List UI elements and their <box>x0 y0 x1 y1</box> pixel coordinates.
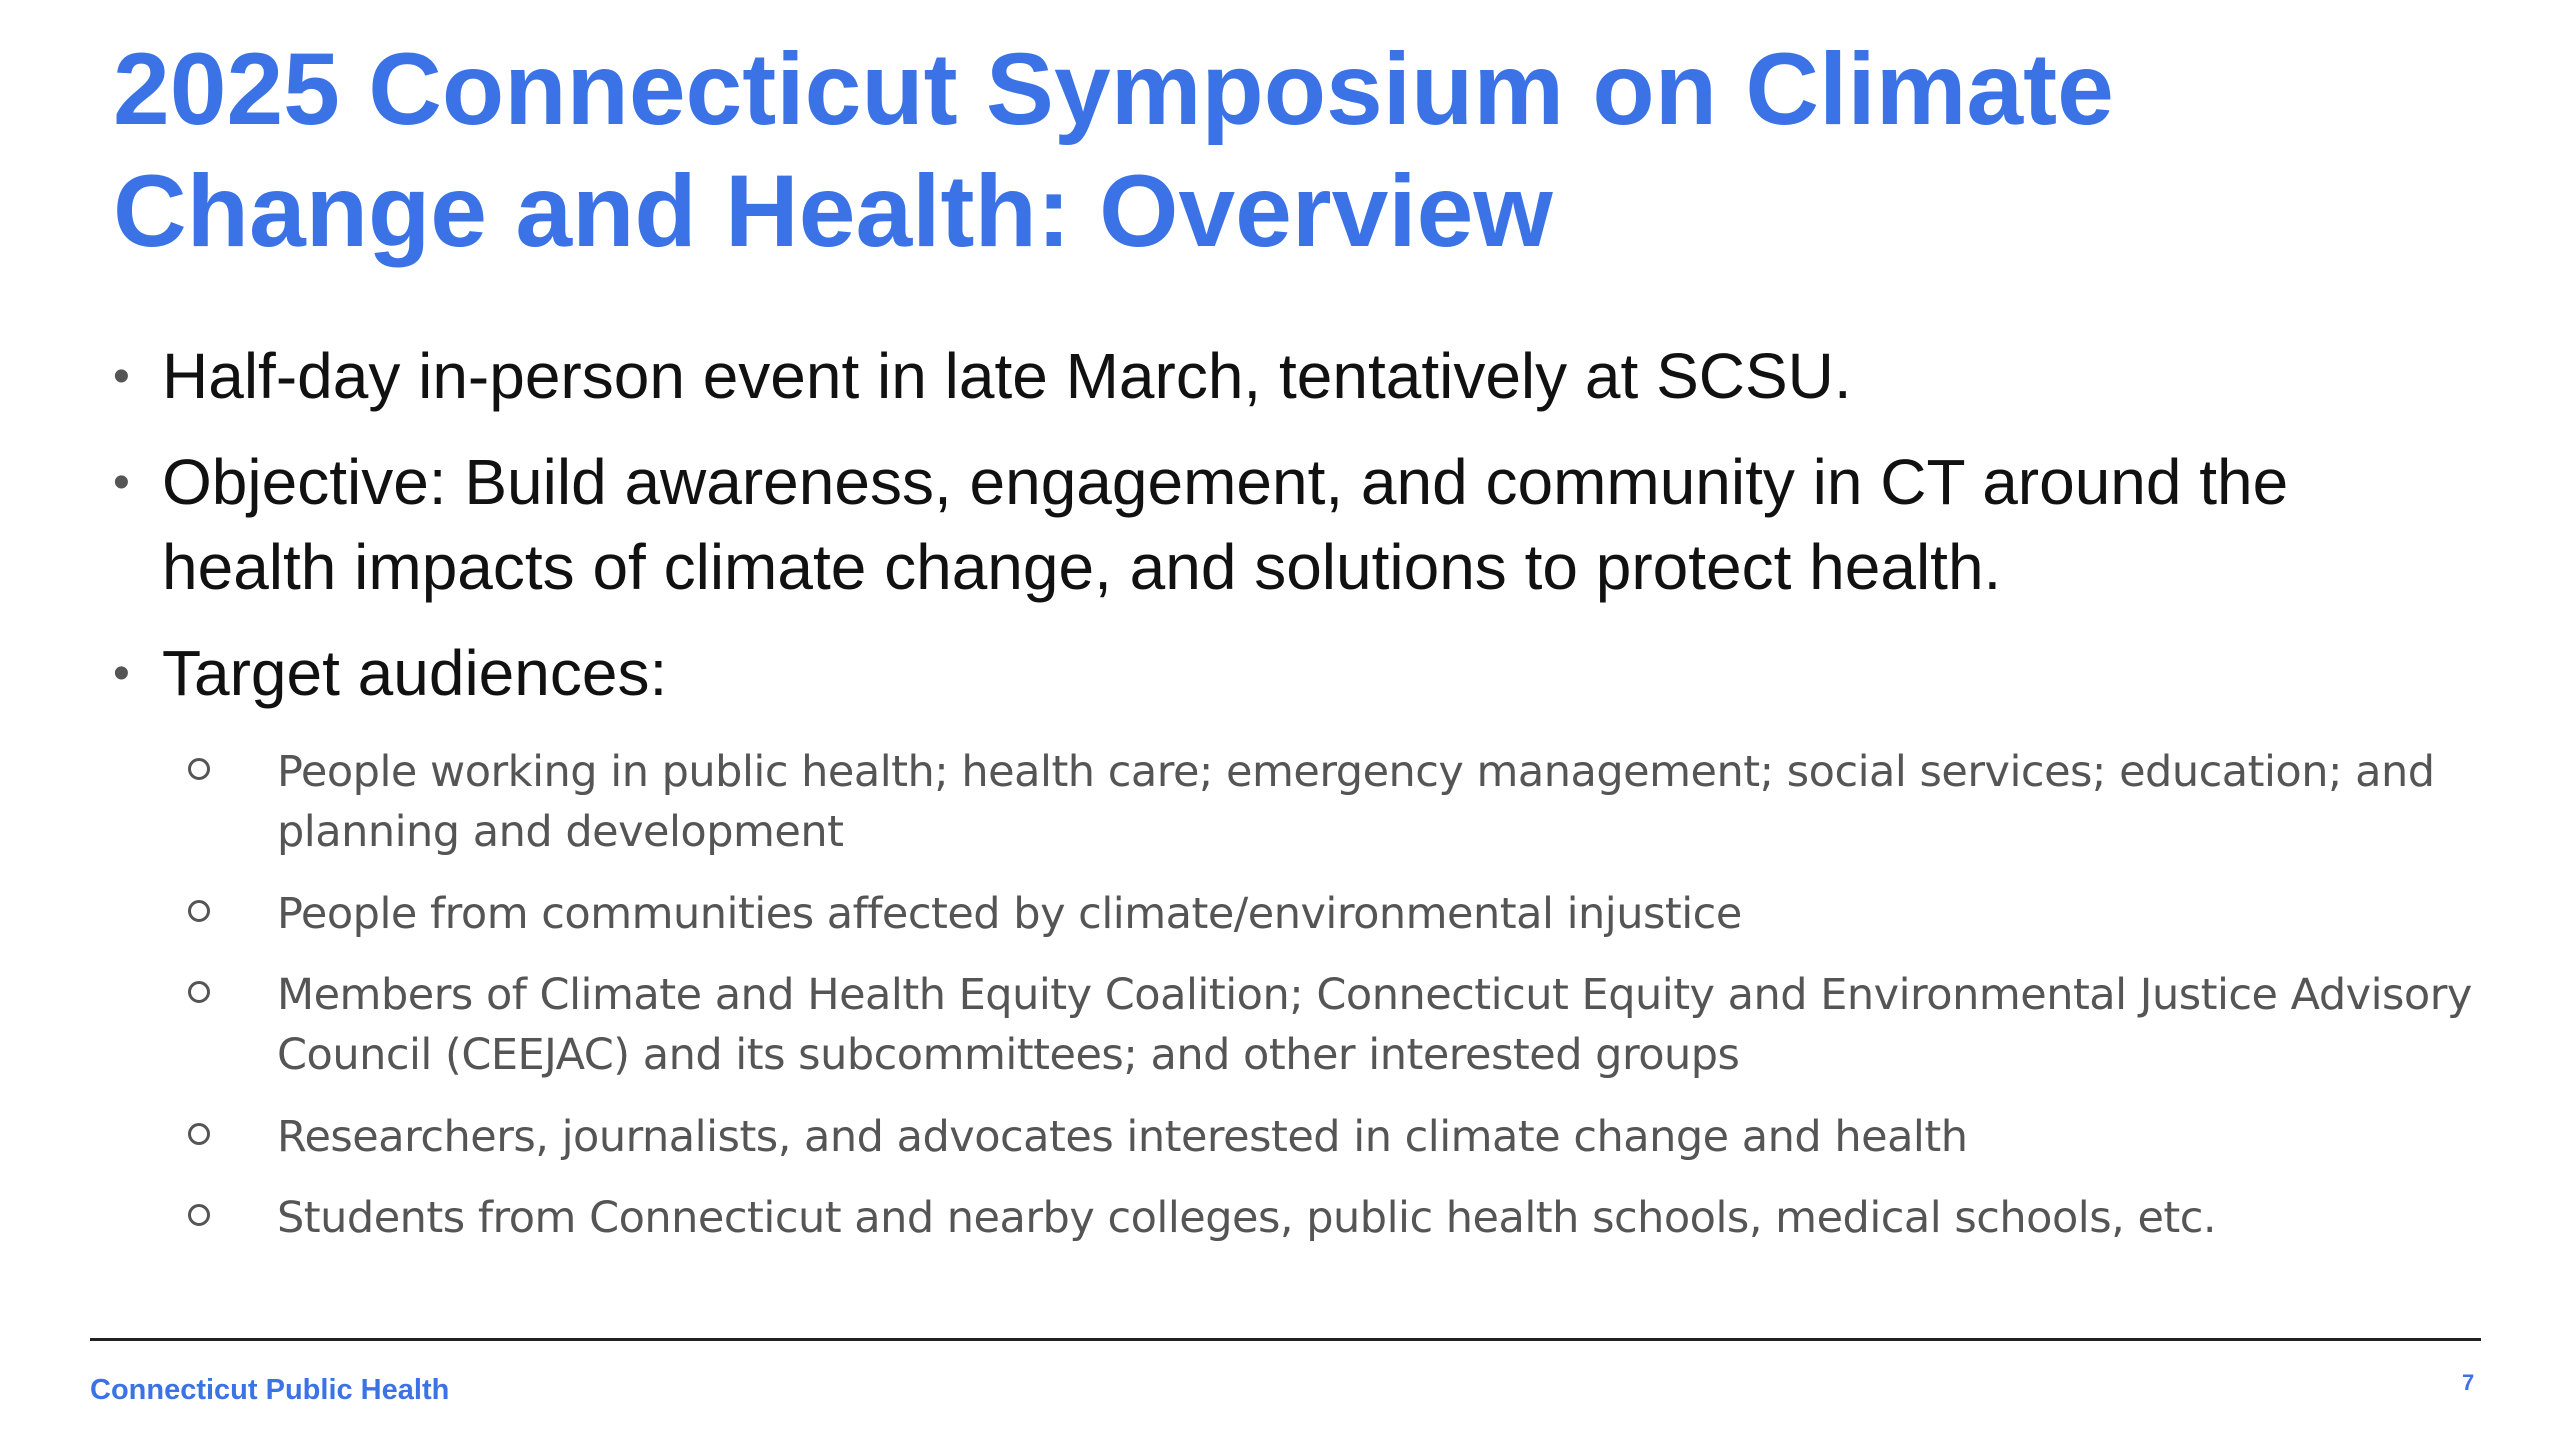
sub-bullet-line: planning and development <box>277 807 844 857</box>
bullet-line: Objective: Build awareness, engagement, and community in CT around the <box>162 446 2289 518</box>
hollow-circle-bullet-icon <box>188 1123 210 1145</box>
sub-bullet-line: Members of Climate and Health Equity Coalition; Connecticut Equity and Environmental Justice Advisory <box>277 970 2472 1020</box>
sub-bullet-line: Researchers, journalists, and advocates interested in climate change and health <box>277 1112 1968 1162</box>
hollow-circle-bullet-icon <box>188 1204 210 1226</box>
hollow-circle-bullet-icon <box>188 981 210 1003</box>
bullet-dot-icon: • <box>113 647 130 700</box>
hollow-circle-bullet-icon <box>188 758 210 780</box>
slide-title-line: Change and Health: Overview <box>113 154 1553 268</box>
bullet-dot-icon: • <box>113 350 130 403</box>
footer-divider <box>90 1338 2481 1341</box>
bullet-line: Target audiences: <box>162 637 668 709</box>
sub-bullet-text <box>277 1188 2216 1248</box>
bullet-line: health impacts of climate change, and solutions to protect health. <box>162 531 2002 603</box>
sub-bullet-line: Students from Connecticut and nearby colleges, public health schools, medical schools, etc. <box>277 1193 2217 1243</box>
bullet-text <box>162 440 2288 610</box>
bullet-text <box>162 334 1852 419</box>
sub-bullet-text <box>277 742 2435 862</box>
sub-bullet-line: People working in public health; health care; emergency management; social services; education; and <box>277 747 2435 797</box>
bullet-dot-icon: • <box>113 456 130 509</box>
page-number: 7 <box>2462 1370 2475 1395</box>
hollow-circle-bullet-icon <box>188 900 210 922</box>
sub-bullet-text <box>277 1107 1968 1167</box>
slide-title-line: 2025 Connecticut Symposium on Climate <box>113 32 2114 146</box>
footer-organization: Connecticut Public Health <box>90 1374 450 1406</box>
bullet-line: Half-day in-person event in late March, tentatively at SCSU. <box>162 340 1852 412</box>
bullet-text <box>162 631 667 716</box>
slide-title <box>113 28 2413 272</box>
sub-bullet-text <box>277 965 2472 1085</box>
sub-bullet-line: People from communities affected by climate/environmental injustice <box>277 889 1742 939</box>
sub-bullet-line: Council (CEEJAC) and its subcommittees; and other interested groups <box>277 1030 1740 1080</box>
sub-bullet-text <box>277 884 1742 944</box>
